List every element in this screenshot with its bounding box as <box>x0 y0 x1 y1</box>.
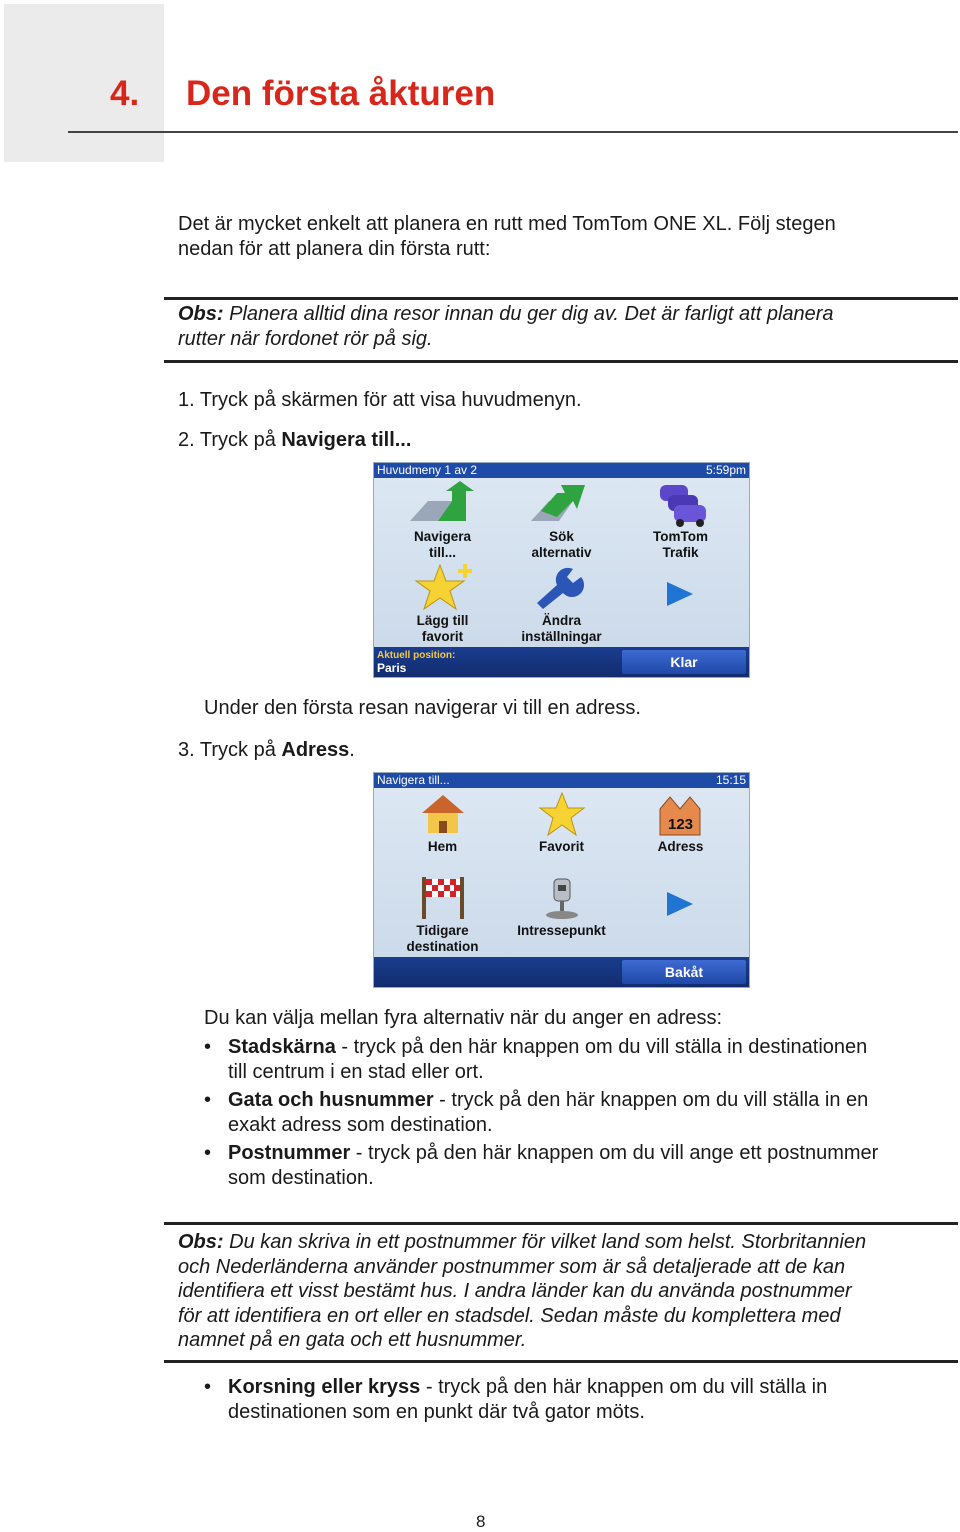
star-plus-icon <box>408 563 478 611</box>
note-top-rule <box>164 297 958 300</box>
house-icon <box>408 791 478 837</box>
bullet-dot: • <box>204 1089 212 1111</box>
note-label: Obs: <box>178 1231 224 1253</box>
screen-title-bar: Huvudmeny 1 av 2 5:59pm <box>374 463 749 478</box>
options-intro: Du kan välja mellan fyra alternativ när du anger en adress: <box>204 1007 723 1029</box>
bullet-postcode: Postnummer - tryck på den här knappen om du vill ange ett postnummer som destination. <box>228 1142 879 1189</box>
screen-bottom-bar: Aktuell position: Paris Klar <box>374 647 749 677</box>
bullet-dot: • <box>204 1376 212 1398</box>
bullet-dot: • <box>204 1036 212 1058</box>
chapter-box <box>4 4 164 162</box>
intro-paragraph: Det är mycket enkelt att planera en rutt med TomTom ONE XL. Följ stegen nedan för att planera din första rutt: <box>178 213 836 260</box>
numbered-houses-icon <box>646 791 716 837</box>
step-2: 2. Tryck på Navigera till... <box>178 429 412 451</box>
bullet-crossing: Korsning eller kryss - tryck på den här knappen om du vill ställa in destinationen som en punkt där två gator möts. <box>228 1376 828 1423</box>
cars-icon <box>646 481 716 527</box>
next-arrow-icon[interactable] <box>667 582 693 606</box>
address-button[interactable]: 123 Adress <box>618 791 743 855</box>
bullet-street-number: Gata och husnummer - tryck på den här knappen om du vill ställa in en exakt adress som destination. <box>228 1089 869 1136</box>
step-3: 3. Tryck på Adress. <box>178 739 355 761</box>
next-arrow-icon[interactable] <box>667 892 693 916</box>
search-alternatives-button[interactable]: Sök alternativ <box>499 481 624 561</box>
green-arrow-icon <box>408 481 478 527</box>
point-of-interest-button[interactable]: Intressepunkt <box>499 873 624 939</box>
note-label: Obs: <box>178 303 224 325</box>
note-top-rule <box>164 1222 958 1225</box>
done-button[interactable]: Klar <box>622 650 746 674</box>
change-settings-button[interactable]: Ändra inställningar <box>499 563 624 645</box>
note-bottom-rule <box>164 360 958 363</box>
main-menu-screenshot <box>373 462 750 678</box>
screen-title-bar: Navigera till... 15:15 <box>374 773 749 788</box>
note-2: Obs: Du kan skriva in ett postnummer för vilket land som helst. Storbritannien och Nederländerna använder postnummer som är så detaljerade att de kan identifiera ett visst bestämt hus. I andra länder kan du använda postnummer för att identifiera en ort eller en stadsdel. Sedan måste du komplettera med namnet på en gata och ett husnummer. <box>178 1231 867 1351</box>
chapter-rule <box>68 131 958 133</box>
bullet-dot: • <box>204 1142 212 1164</box>
back-button[interactable]: Bakåt <box>622 960 746 984</box>
caption: Under den första resan navigerar vi till en adress. <box>204 697 641 719</box>
poi-icon <box>527 873 597 921</box>
favorite-button[interactable]: Favorit <box>499 791 624 855</box>
chapter-number: 4. <box>110 74 140 113</box>
note-1: Obs: Planera alltid dina resor innan du ger dig av. Det är farligt att planera rutter när fordonet rör på sig. <box>178 303 834 350</box>
tomtom-traffic-button[interactable]: TomTom Trafik <box>618 481 743 561</box>
green-route-icon <box>527 481 597 527</box>
recent-destination-button[interactable]: Tidigare destination <box>380 873 505 955</box>
bullet-city-center: Stadskärna - tryck på den här knappen om du vill ställa in destinationen till centrum i en stad eller ort. <box>228 1036 868 1083</box>
star-icon <box>527 791 597 837</box>
navigate-to-button[interactable]: Navigera till... <box>380 481 505 561</box>
add-favorite-button[interactable]: Lägg till favorit <box>380 563 505 645</box>
chapter-title: Den första åkturen <box>186 74 496 113</box>
navigate-to-screenshot <box>373 772 750 988</box>
wrench-icon <box>527 563 597 611</box>
checkered-flag-icon <box>408 873 478 921</box>
note-bottom-rule <box>164 1360 958 1363</box>
screen-bottom-bar <box>374 957 749 987</box>
page-number: 8 <box>476 1512 486 1531</box>
step-1: 1. Tryck på skärmen för att visa huvudmenyn. <box>178 389 582 411</box>
home-button[interactable]: Hem <box>380 791 505 855</box>
svg-text:123: 123 <box>667 816 693 833</box>
